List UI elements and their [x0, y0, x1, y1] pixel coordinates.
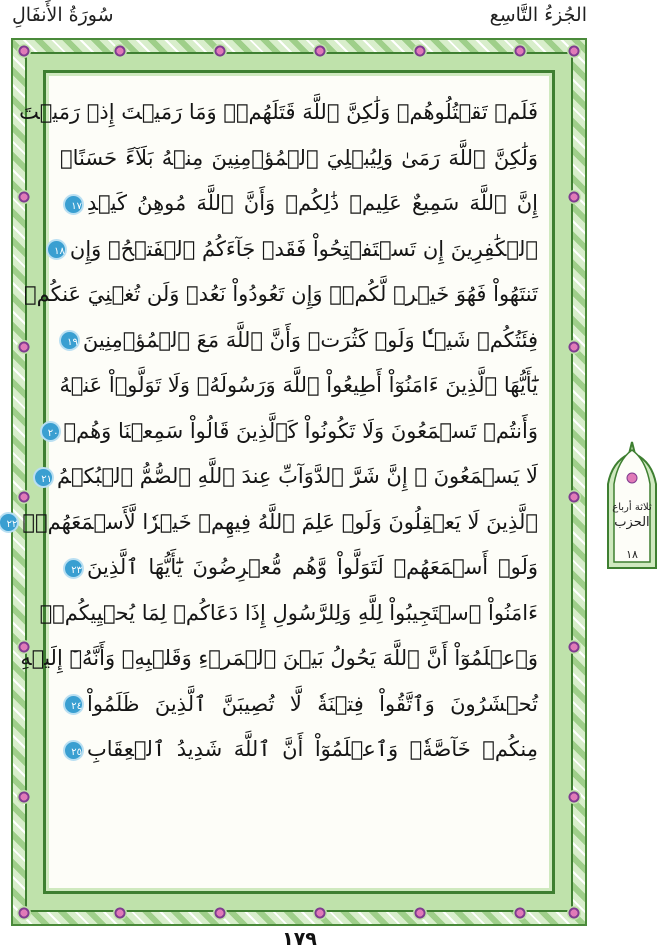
hizb-marker [602, 440, 662, 575]
rosette-icon [213, 44, 227, 58]
text-line [60, 682, 538, 728]
rosette-icon [567, 790, 581, 804]
rosette-icon [567, 640, 581, 654]
rosette-icon [567, 44, 581, 58]
line-text: إِنَّ ٱللَّهَ سَمِيعٌ عَلِيمٞ ذَٰلِكُمۡ وَأَنَّ ٱللَّهَ مُوهِنُ كَيۡدِ [87, 191, 538, 215]
rosette-icon [113, 906, 127, 920]
rosette-icon [17, 190, 31, 204]
rosette-icon [213, 906, 227, 920]
text-line [39, 591, 538, 637]
rosette-icon [313, 44, 327, 58]
rosette-icon [17, 906, 31, 920]
ayah-marker: ١٧ [63, 194, 84, 215]
line-text: مِنكُمۡ خَآصَّةٗۖ وَٱعۡلَمُوٓاْ أَنَّ ٱللَّهَ شَدِيدُ ٱلۡعِقَابِ [87, 737, 538, 761]
line-text: فِئَتُكُمۡ شَيۡـٔٗا وَلَوۡ كَثُرَتۡ وَأَنَّ ٱللَّهَ مَعَ ٱلۡمُؤۡمِنِينَ [82, 327, 538, 352]
rosette-icon [313, 906, 327, 920]
hizb-number: ١٨ [626, 548, 638, 561]
line-text: وَأَنتُمۡ تَسۡمَعُونَ وَلَا تَكُونُواْ كَٱلَّذِينَ قَالُواْ سَمِعۡنَا وَهُمۡ [63, 418, 538, 443]
line-text: لَا يَسۡمَعُونَ ۞ إِنَّ شَرَّ ٱلدَّوَآبِّ عِندَ ٱللَّهِ ٱلصُّمُّ ٱلۡبُكۡمُ [57, 464, 538, 488]
hizb-label-quarter: ثلاثة أرباع [612, 502, 652, 513]
rosette-icon [413, 44, 427, 58]
juz-name-header: الجُزءُ التَّاسِع [489, 4, 587, 26]
hizb-label [602, 502, 662, 532]
page-number: ١٧٩ [282, 928, 317, 950]
line-text: وَٱعۡلَمُوٓاْ أَنَّ ٱللَّهَ يَحُولُ بَيۡنَ ٱلۡمَرۡءِ وَقَلۡبِهِۦ وَأَنَّهُۥٓ إِلَيۡهِ [20, 646, 538, 670]
text-line [6, 500, 538, 546]
line-text: وَلَٰكِنَّ ٱللَّهَ رَمَىٰ وَلِيُبۡلِيَ ٱلۡمُؤۡمِنِينَ مِنۡهُ بَلَآءً حَسَنًاۚ [60, 145, 538, 170]
rosette-icon [17, 340, 31, 354]
line-text: ءَامَنُواْ ٱسۡتَجِيبُواْ لِلَّهِ وَلِلرَّسُولِ إِذَا دَعَاكُمۡ لِمَا يُحۡيِيكُمۡۖ [39, 600, 538, 625]
rosette-icon [17, 44, 31, 58]
text-line [60, 727, 538, 773]
text-line [60, 363, 538, 409]
ayah-marker: ٢١ [33, 467, 54, 488]
hizb-label-hizb: الحزب [614, 515, 650, 530]
rosette-icon [567, 490, 581, 504]
text-line [54, 227, 538, 273]
ayah-marker: ٢٥ [63, 740, 84, 761]
ayah-marker: ٢٣ [63, 558, 84, 579]
line-text: فَلَمۡ تَقۡتُلُوهُمۡ وَلَٰكِنَّ ٱللَّهَ قَتَلَهُمۡۚ وَمَا رَمَيۡتَ إِذۡ رَمَيۡتَ [19, 100, 538, 124]
line-text: يَٰٓأَيُّهَا ٱلَّذِينَ ءَامَنُوٓاْ أَطِيعُواْ ٱللَّهَ وَرَسُولَهُۥ وَلَا تَوَلَّوۡاْ عَنۡهُ [59, 373, 538, 397]
text-line [60, 545, 538, 591]
text-line [60, 181, 538, 227]
rosette-icon [113, 44, 127, 58]
rosette-icon [567, 906, 581, 920]
ayah-marker: ١٩ [59, 330, 80, 351]
rosette-icon [513, 44, 527, 58]
line-text: وَلَوۡ أَسۡمَعَهُمۡ لَتَوَلَّواْ وَّهُم مُّعۡرِضُونَ يَٰٓأَيُّهَا ٱلَّذِينَ [87, 555, 538, 579]
ayah-marker: ١٨ [46, 239, 67, 260]
rosette-icon [567, 190, 581, 204]
text-line [19, 90, 538, 136]
rosette-icon [567, 340, 581, 354]
rosette-icon [17, 790, 31, 804]
line-text: ٱلۡكَٰفِرِينَ إِن تَسۡتَفۡتِحُواْ فَقَدۡ جَآءَكُمُ ٱلۡفَتۡحُۖ وَإِن [69, 236, 538, 261]
ayah-marker: ٢٢ [0, 512, 19, 533]
text-line [47, 409, 538, 455]
line-text: تَنتَهُواْ فَهُوَ خَيۡرٞ لَّكُمۡۖ وَإِن تَعُودُواْ نَعُدۡ وَلَن تُغۡنِيَ عَنكُمۡ [24, 282, 538, 306]
line-text: ٱلَّذِينَ لَا يَعۡقِلُونَ وَلَوۡ عَلِمَ ٱللَّهُ فِيهِمۡ خَيۡرٗا لَّأَسۡمَعَهُمۡۖ [22, 509, 538, 534]
line-text: تُحۡشَرُونَ وَٱتَّقُواْ فِتۡنَةٗ لَّا تُصِيبَنَّ ٱلَّذِينَ ظَلَمُواْ [87, 691, 538, 716]
ayah-marker: ٢٠ [40, 421, 61, 442]
rosette-icon [413, 906, 427, 920]
surah-name-header: سُورَةُ الأَنفَالِ [12, 4, 114, 26]
text-line [60, 136, 538, 182]
quran-text [6, 90, 538, 773]
text-line [60, 318, 538, 364]
text-line [20, 636, 538, 682]
ayah-marker: ٢٤ [63, 694, 84, 715]
rosette-icon [513, 906, 527, 920]
text-line [24, 272, 538, 318]
text-line [41, 454, 538, 500]
